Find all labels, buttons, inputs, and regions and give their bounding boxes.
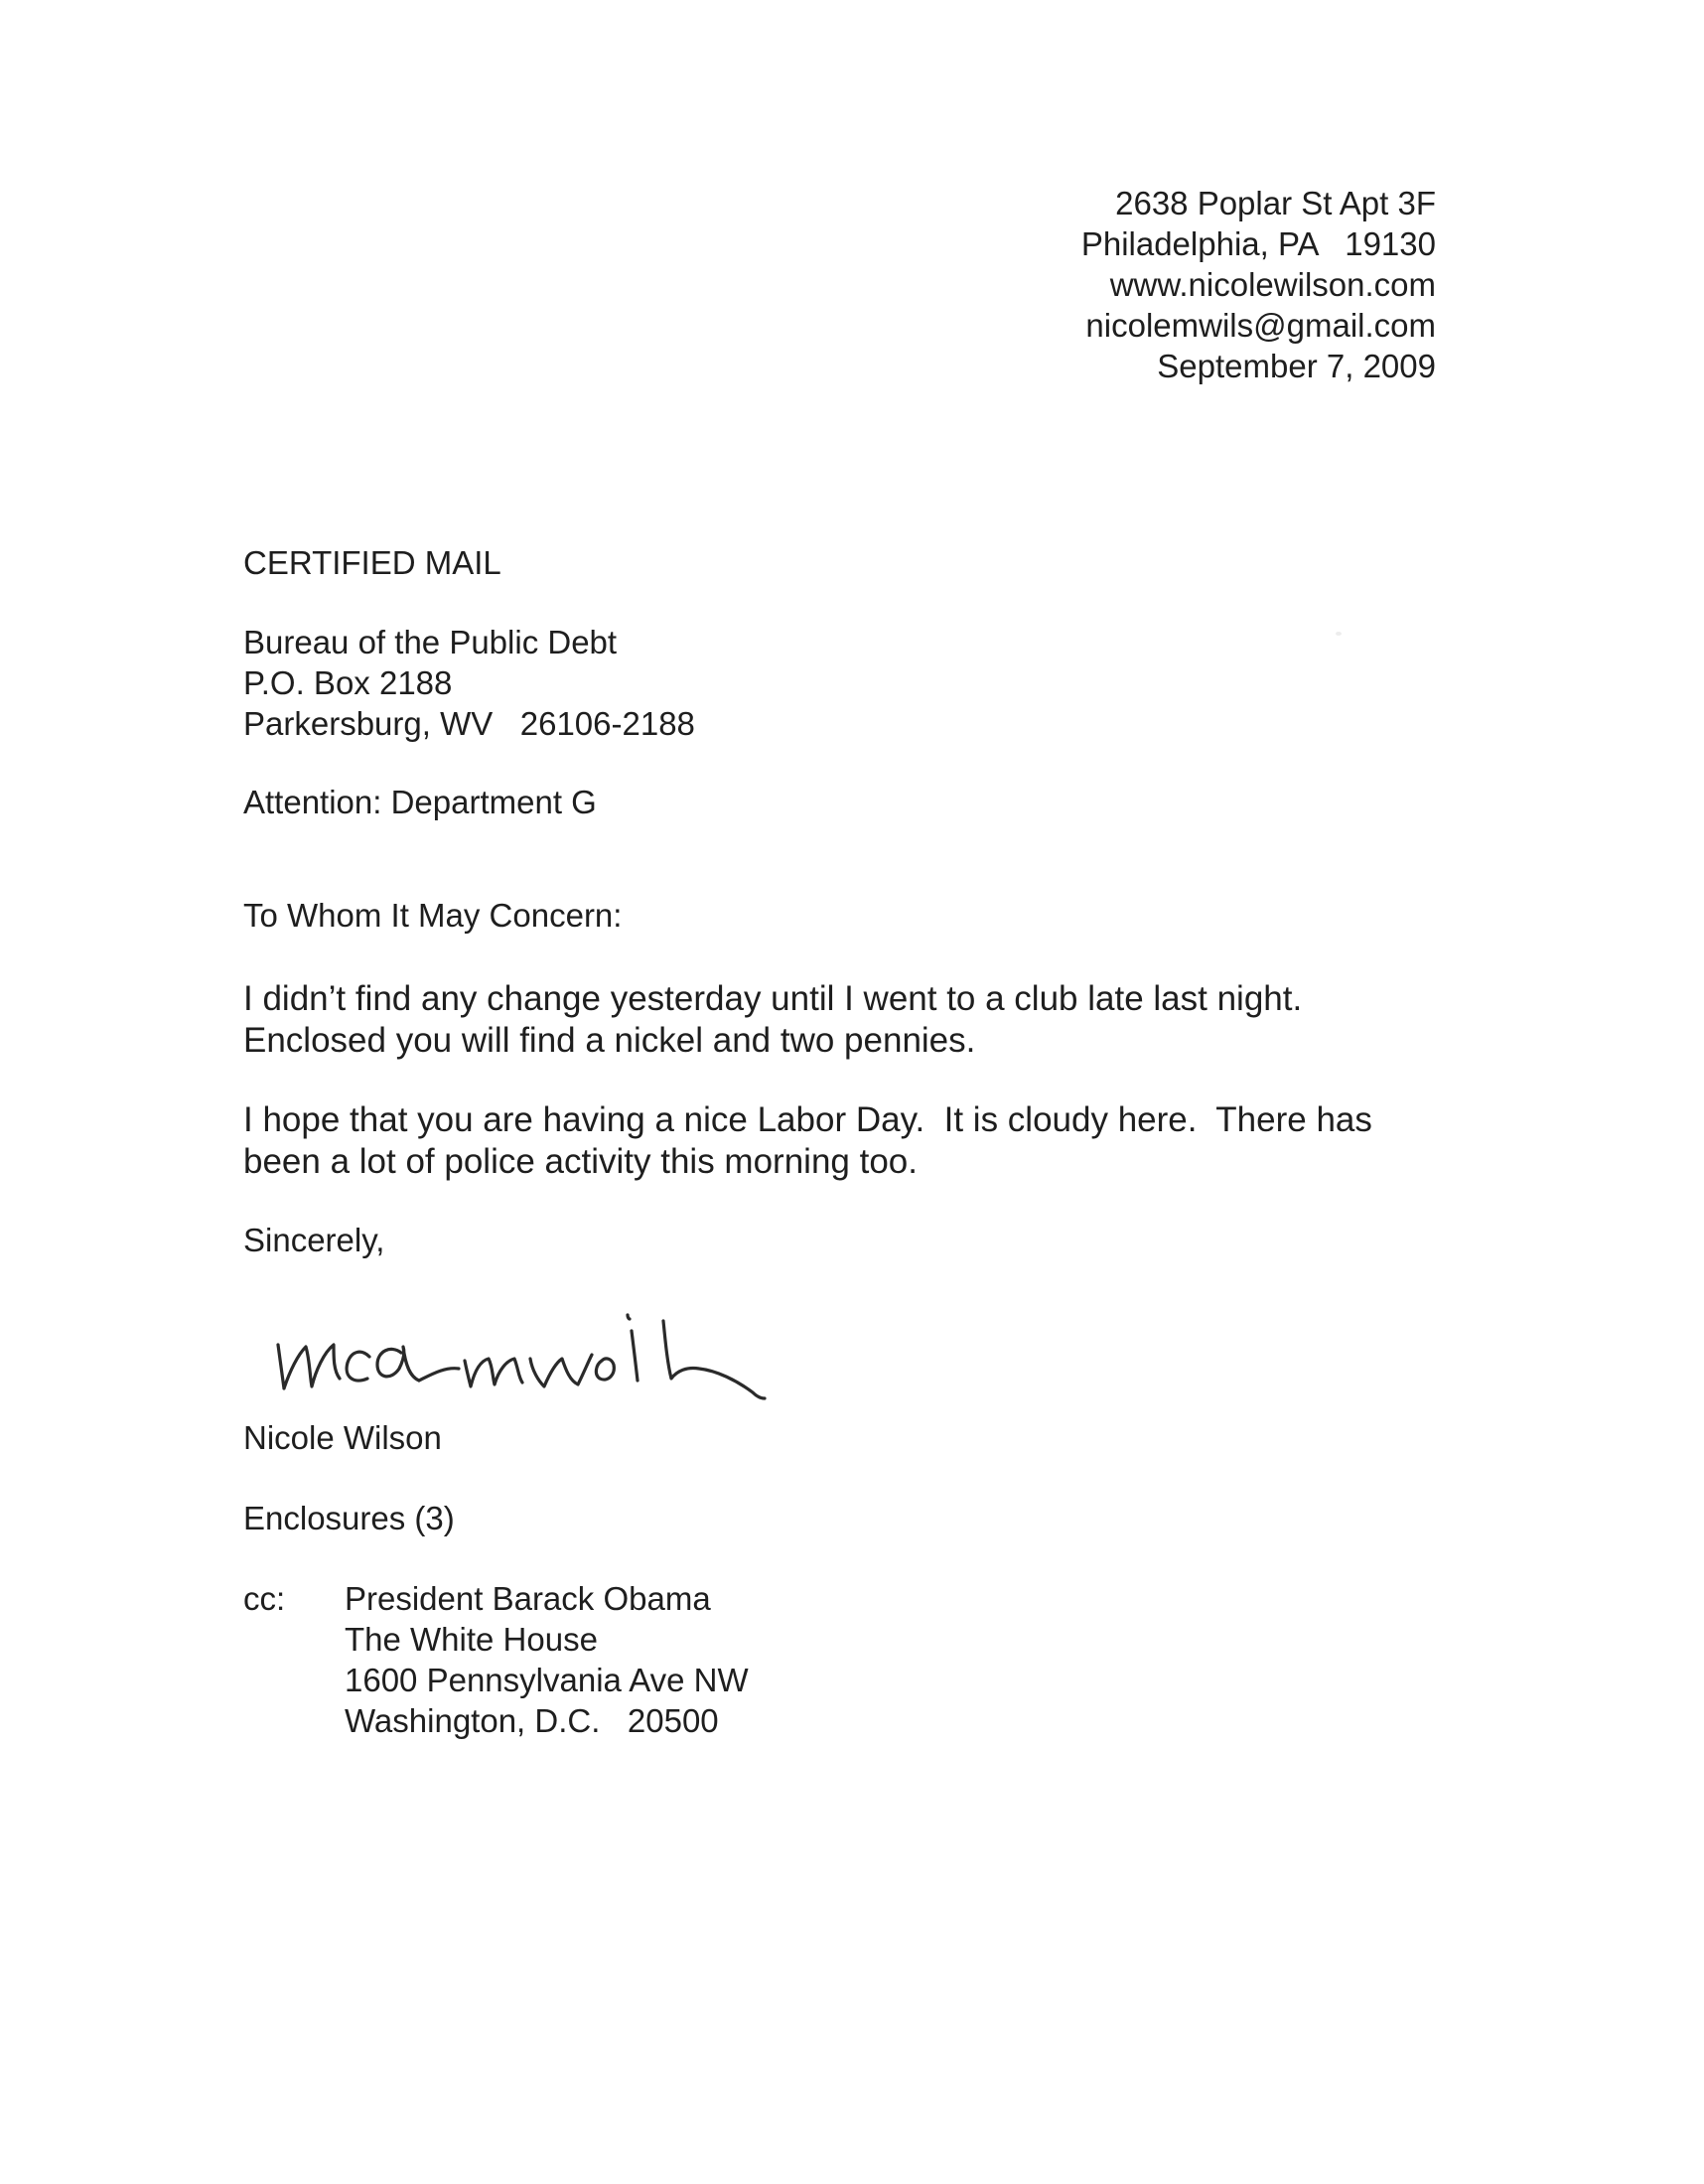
sender-address-block [1081,183,1436,386]
recipient-city-state-zip: Parkersburg, WV 26106-2188 [243,705,695,742]
body-paragraph-2-line: been a lot of police activity this morning too. [243,1142,918,1181]
cc-label: cc: [243,1580,286,1617]
sender-website: www.nicolewilson.com [1109,266,1436,303]
scan-speck [1336,632,1342,636]
recipient-address-block [243,622,695,744]
signer-name: Nicole Wilson [243,1419,442,1456]
cc-line: Washington, D.C. 20500 [345,1702,719,1739]
cc-address-block [345,1578,749,1741]
letter-date: September 7, 2009 [1157,348,1436,384]
closing: Sincerely, [243,1222,385,1258]
enclosures-line: Enclosures (3) [243,1500,455,1536]
body-paragraph-1-line: Enclosed you will find a nickel and two pennies. [243,1021,976,1060]
delivery-method: CERTIFIED MAIL [243,544,501,581]
cc-line: The White House [345,1621,598,1658]
body-paragraph-1-line: I didn’t find any change yesterday until I went to a club late last night. [243,979,1303,1018]
attention-line: Attention: Department G [243,784,597,820]
cc-line: 1600 Pennsylvania Ave NW [345,1662,749,1698]
recipient-name: Bureau of the Public Debt [243,624,618,660]
handwritten-signature [270,1301,786,1410]
salutation: To Whom It May Concern: [243,897,623,934]
body-paragraph-2 [243,1099,1475,1183]
body-paragraph-1 [243,978,1475,1062]
sender-street: 2638 Poplar St Apt 3F [1115,185,1436,221]
cc-line: President Barack Obama [345,1580,711,1617]
sender-city-state-zip: Philadelphia, PA 19130 [1080,225,1436,262]
sender-email: nicolemwils@gmail.com [1085,307,1436,344]
body-paragraph-2-line: I hope that you are having a nice Labor Day. It is cloudy here. There has [243,1100,1372,1139]
recipient-po-box: P.O. Box 2188 [243,664,453,701]
